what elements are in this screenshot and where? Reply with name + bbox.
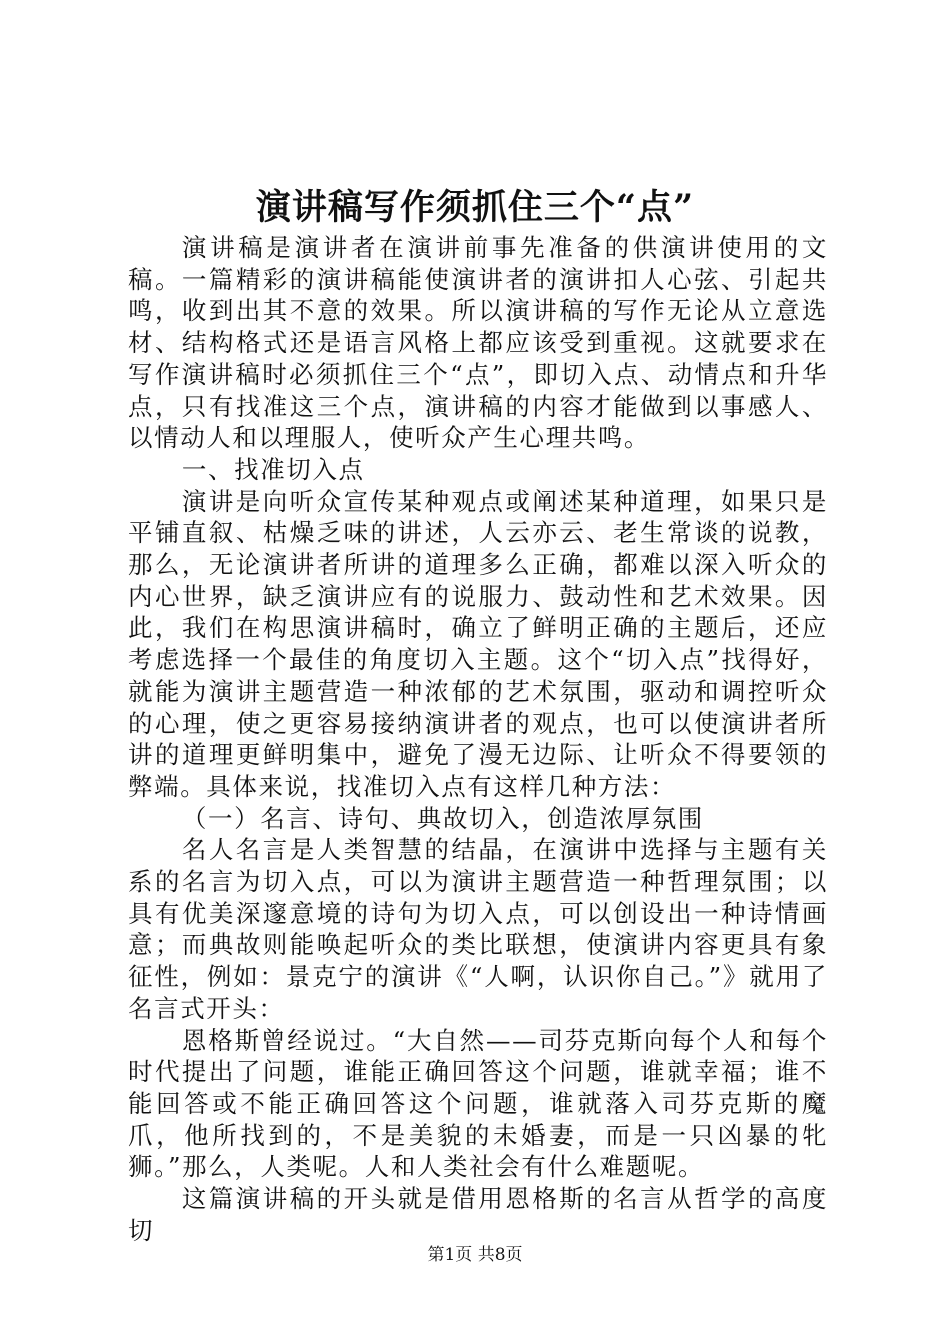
section-heading-1: 一、找准切入点 <box>181 454 365 484</box>
paragraph-section-1: 演讲是向听众宣传某种观点或阐述某种道理，如果只是平铺直叙、枯燥乏味的讲述，人云亦云、老生常谈的说教，那么，无论演讲者所讲的道理多么正确，都难以深入听众的内心世界，缺乏演讲应有的说服力、鼓动性和艺术效果。因此，我们在构思演讲稿时，确立了鲜明正确的主题后，还应考虑选择一个最佳的角度切入主题。这个“切入点”找得好，就能为演讲主题营造一种浓郁的艺术氛围，驱动和调控听众的心理，使之更容易接纳演讲者的观点，也可以使演讲者所讲的道理更鲜明集中，避免了漫无边际、让听众不得要领的弊端。具体来说，找准切入点有这样几种方法： <box>128 486 828 801</box>
paragraph-intro: 演讲稿是演讲者在演讲前事先准备的供演讲使用的文稿。一篇精彩的演讲稿能使演讲者的演讲扣人心弦、引起共鸣，收到出其不意的效果。所以演讲稿的写作无论从立意选材、结构格式还是语言风格上都应该受到重视。这就要求在写作演讲稿时必须抓住三个“点”，即切入点、动情点和升华点，只有找准这三个点，演讲稿的内容才能做到以事感人、以情动人和以理服人，使听众产生心理共鸣。 <box>128 233 828 453</box>
paragraph-quote: 恩格斯曾经说过。“大自然——司芬克斯向每个人和每个时代提出了问题，谁能正确回答这个问题，谁就幸福；谁不能回答或不能正确回答这个问题，谁就落入司芬克斯的魔爪，他所找到的，不是美貌的未婚妻，而是一只凶暴的牝狮。”那么，人类呢。人和人类社会有什么难题呢。 <box>128 1025 828 1182</box>
page-footer: 第1页 共8页 <box>427 1245 523 1265</box>
document-title: 演讲稿写作须抓住三个“点” <box>255 187 695 228</box>
paragraph-continued: 这篇演讲稿的开头就是借用恩格斯的名言从哲学的高度切 <box>128 1184 828 1245</box>
document-body <box>128 232 828 1247</box>
subsection-heading-1: （一）名言、诗句、典故切入，创造浓厚氛围 <box>181 803 704 833</box>
paragraph-subsection-1: 名人名言是人类智慧的结晶，在演讲中选择与主题有关系的名言为切入点，可以为演讲主题营造一种哲理氛围；以具有优美深邃意境的诗句为切入点，可以创设出一种诗情画意；而典故则能唤起听众的类比联想，使演讲内容更具有象征性，例如：景克宁的演讲《“人啊，认识你自己。”》就用了名言式开头： <box>128 835 828 1023</box>
